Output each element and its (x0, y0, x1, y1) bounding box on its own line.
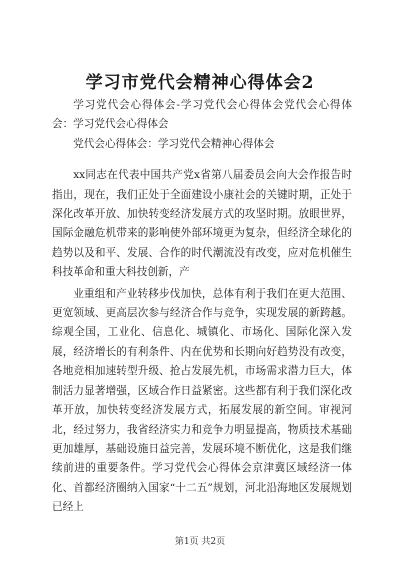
paragraph: 学习党代会心得体会-学习党代会心得体会党代会心得体会：学习党代会心得体会 (52, 99, 352, 131)
document-title: 学习市党代会精神心得体会2 (85, 73, 315, 93)
paragraph: xx同志在代表中国共产党x省第八届委员会向大会作报告时指出，现在，我们正处于全面建设小康社会的关键时期，正处于深化改革开放、加快转变经济发展方式的攻坚时期。放眼世界，国际金融危机带来的影响使外部环境更为复杂，但经济全球化的趋势以及和平、发展、合作的时代潮流没有改变，应对危机催生科技革命和重大科技创新，产 (52, 169, 352, 279)
document-body (52, 96, 352, 518)
page-number-footer: 第1页 共2页 (174, 537, 226, 547)
paragraph: 业重组和产业转移步伐加快，总体有利于我们在更大范围、更宽领域、更高层次参与经济合作与竞争，实现发展的新跨越。综观全国，工业化、信息化、城镇化、市场化、国际化深入发展，经济增长的有利条件、内在优势和长期向好趋势没有改变，各地竞相加速转型升级、抢占发展先机，市场需求潜力巨大，体制活力显著增强，区域合作日益紧密。这些都有利于我们深化改革开放，加快转变经济发展方式，拓展发展的新空间。审视河北，经过努力，我省经济实力和竞争力明显提高，物质技术基础更加雄厚，基础设施日益完善，发展环境不断优化，这是我们继续前进的重要条件。学习党代会心得体会京津冀区域经济一体化、首都经济圈纳入国家“十二五”规划，河北沿海地区发展规划已经上 (52, 287, 352, 514)
paragraph: 党代会心得体会：学习党代会精神心得体会 (73, 137, 275, 150)
